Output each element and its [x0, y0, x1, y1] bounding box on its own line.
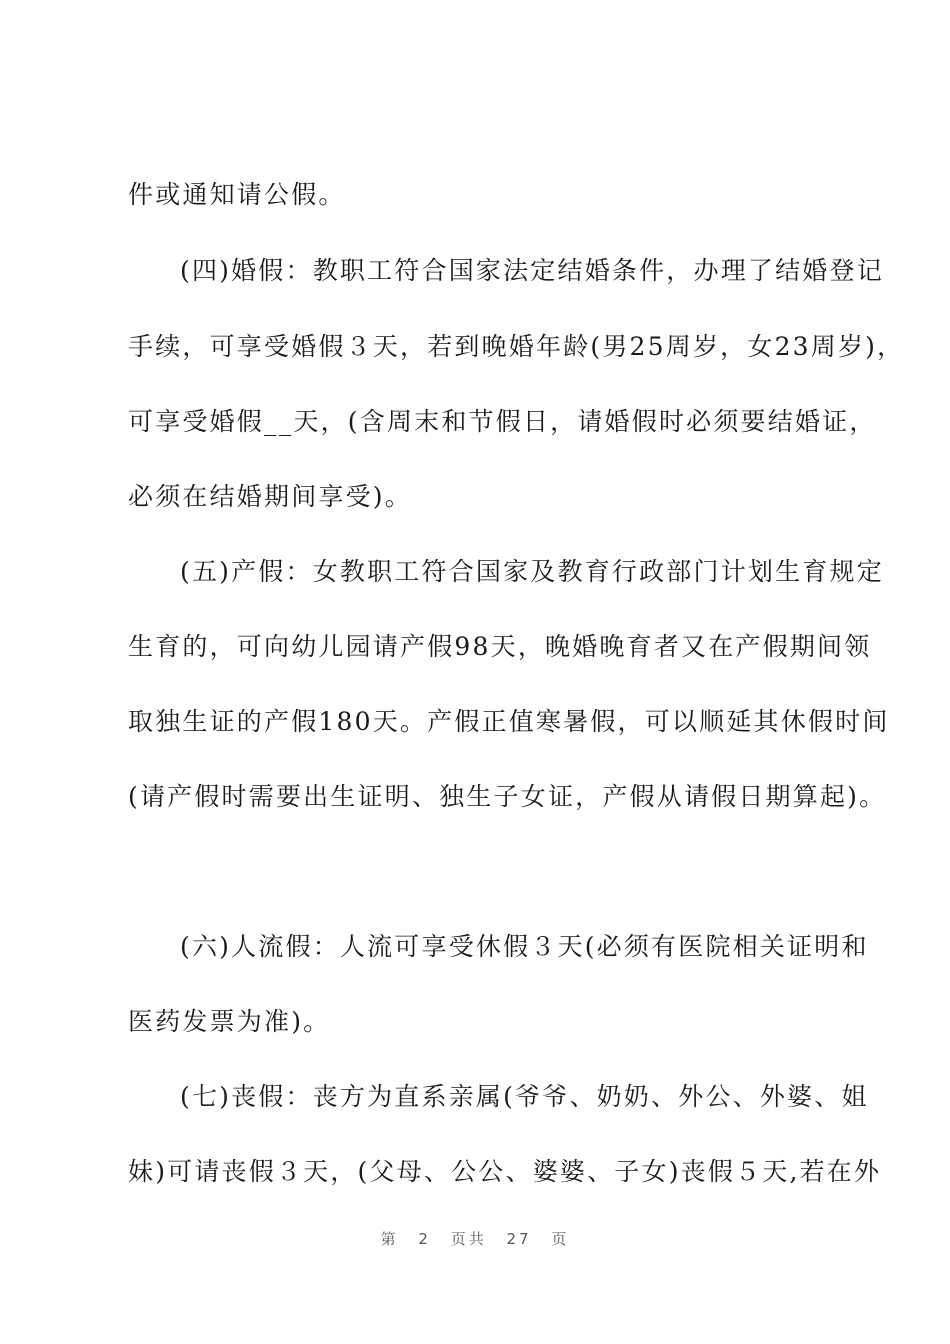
paragraph-line: (六)人流假：人流可享受休假３天(必须有医院相关证明和: [180, 932, 869, 961]
footer-total-pages: 27: [506, 1230, 532, 1248]
footer-current-page: 2: [418, 1230, 431, 1248]
paragraph-line: 取独生证的产假180天。产假正值寒暑假，可以顺延其休假时间: [128, 707, 890, 736]
paragraph-line: 妹)可请丧假３天，(父母、公公、婆婆、子女)丧假５天,若在外: [128, 1157, 882, 1186]
paragraph-line: 手续，可享受婚假３天，若到晚婚年龄(男25周岁，女23周岁)，: [128, 332, 905, 361]
paragraph-line: (五)产假：女教职工符合国家及教育行政部门计划生育规定: [180, 557, 884, 586]
paragraph-line: (四)婚假：教职工符合国家法定结婚条件，办理了结婚登记: [180, 256, 884, 285]
footer-label-page: 第: [380, 1230, 399, 1248]
footer-label-end: 页: [551, 1230, 570, 1248]
paragraph-line: 医药发票为准)。: [128, 1007, 331, 1036]
footer-label-of: 页共: [450, 1230, 487, 1248]
paragraph-line: 生育的，可向幼儿园请产假98天，晚婚晚育者又在产假期间领: [128, 632, 872, 661]
paragraph-line: 件或通知请公假。: [128, 180, 346, 209]
paragraph-line: 可享受婚假__天，(含周末和节假日，请婚假时必须要结婚证，: [128, 407, 877, 436]
paragraph-line: 必须在结婚期间享受)。: [128, 482, 412, 511]
page-footer: [0, 1228, 950, 1249]
paragraph-line: (七)丧假：丧方为直系亲属(爷爷、奶奶、外公、外婆、姐: [180, 1082, 869, 1111]
paragraph-line: (请产假时需要出生证明、独生子女证，产假从请假日期算起)。: [128, 782, 887, 811]
